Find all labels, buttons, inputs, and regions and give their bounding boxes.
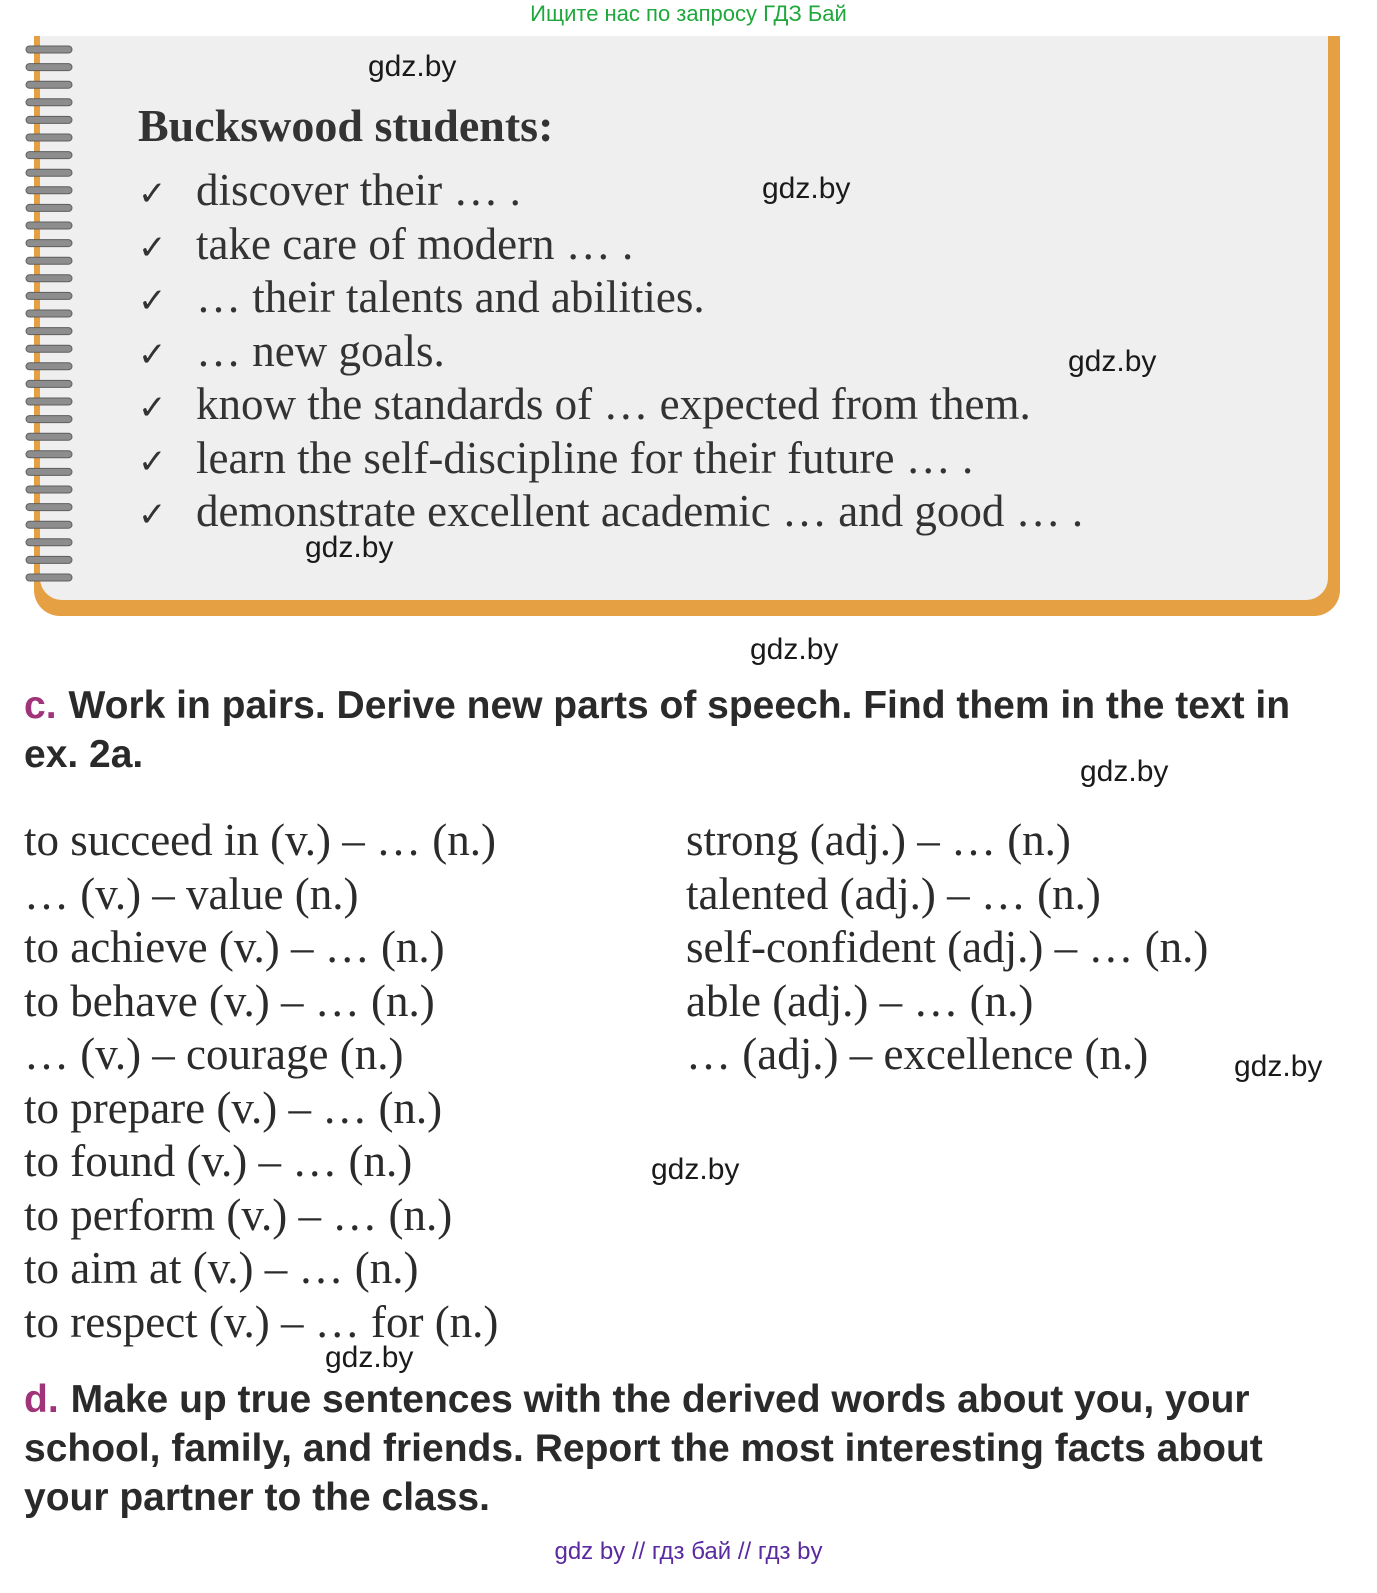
- spiral-coil: [26, 345, 72, 352]
- spiral-coil: [26, 257, 72, 264]
- spiral-coil: [26, 169, 72, 176]
- spiral-coil: [26, 363, 72, 370]
- spiral-coil: [26, 451, 72, 458]
- spiral-coil: [26, 222, 72, 229]
- watermark: gdz.by: [1234, 1050, 1323, 1083]
- notebook-title: Buckswood students:: [138, 100, 554, 151]
- spiral-coil: [26, 539, 72, 546]
- watermark: gdz.by: [325, 1341, 414, 1374]
- spiral-coil: [26, 416, 72, 423]
- watermark: gdz.by: [762, 172, 851, 205]
- checkmark-icon: ✓: [138, 334, 167, 375]
- checkmark-icon: ✓: [138, 388, 167, 428]
- spiral-coil: [26, 99, 72, 106]
- list-item: ✓ demonstrate excellent academic … and good … .: [138, 487, 1083, 541]
- spiral-coil: [26, 187, 72, 194]
- list-item: self-confident (adj.) – … (n.): [686, 922, 1209, 972]
- list-item: … (v.) – value (n.): [24, 868, 359, 919]
- word-list-right: [686, 814, 1208, 1082]
- exercise-c: [24, 681, 1344, 779]
- spiral-coil: [26, 134, 72, 141]
- checkmark-icon: ✓: [138, 227, 167, 268]
- spiral-coil: [26, 116, 72, 123]
- spiral-coil: [26, 398, 72, 405]
- spiral-coil: [26, 64, 72, 71]
- list-item: to prepare (v.) – … (n.): [24, 1082, 443, 1133]
- spiral-coil: [26, 504, 72, 511]
- spiral-coil: [26, 486, 72, 493]
- footer-links: gdz by // гдз бай // гдз by: [554, 1538, 823, 1565]
- spiral-coil: [26, 574, 72, 581]
- checkmark-icon: ✓: [138, 174, 167, 214]
- word-list-left: [24, 814, 498, 1349]
- list-item: ✓ know the standards of … expected from them.: [138, 380, 1083, 434]
- spiral-coil: [26, 204, 72, 211]
- spiral-coil: [26, 380, 72, 387]
- spiral-coil: [26, 433, 72, 440]
- list-item: to perform (v.) – … (n.): [24, 1189, 453, 1240]
- watermark: gdz.by: [368, 50, 457, 83]
- list-item: to found (v.) – … (n.): [24, 1136, 413, 1186]
- spiral-coil: [26, 310, 72, 317]
- top-banner: Ищите нас по запросу ГДЗ Бай: [530, 1, 847, 26]
- list-item: talented (adj.) – … (n.): [686, 868, 1101, 919]
- list-item: ✓ learn the self-discipline for their future … .: [138, 434, 1083, 488]
- checkmark-icon: ✓: [138, 441, 167, 482]
- exercise-d-letter: d.: [24, 1378, 59, 1421]
- list-item: to achieve (v.) – … (n.): [24, 922, 445, 972]
- notebook-checklist: [138, 166, 1083, 541]
- exercise-c-text: Work in pairs. Derive new parts of speech. Find them in the text in ex. 2a.: [24, 684, 1291, 776]
- list-item: to succeed in (v.) – … (n.): [24, 815, 496, 865]
- spiral-coil: [26, 468, 72, 475]
- spiral-coil: [26, 46, 72, 53]
- watermark: gdz.by: [750, 633, 839, 666]
- checkmark-icon: ✓: [138, 281, 167, 321]
- exercise-c-letter: c.: [24, 684, 57, 727]
- list-item: to behave (v.) – … (n.): [24, 975, 435, 1026]
- spiral-coil: [26, 81, 72, 88]
- watermark: gdz.by: [305, 531, 394, 564]
- list-item: ✓ take care of modern … .: [138, 220, 1083, 274]
- list-item: able (adj.) – … (n.): [686, 975, 1034, 1026]
- list-item: ✓ … new goals.: [138, 327, 1083, 381]
- spiral-coil: [26, 152, 72, 159]
- list-item: ✓ … their talents and abilities.: [138, 273, 1083, 327]
- spiral-binding-icon: [22, 40, 78, 590]
- list-item: … (v.) – courage (n.): [24, 1029, 404, 1079]
- exercise-d-text: Make up true sentences with the derived words about you, your school, family, and friends. Report the most interesting facts about your partner to the class.: [24, 1378, 1263, 1519]
- checkmark-icon: ✓: [138, 495, 167, 535]
- spiral-coil: [26, 556, 72, 563]
- list-item: ✓ discover their … .: [138, 166, 1083, 220]
- watermark: gdz.by: [1080, 755, 1169, 788]
- exercise-d: [24, 1375, 1344, 1522]
- list-item: to aim at (v.) – … (n.): [24, 1243, 419, 1293]
- watermark: gdz.by: [651, 1153, 740, 1186]
- spiral-coil: [26, 275, 72, 282]
- list-item: strong (adj.) – … (n.): [686, 815, 1071, 865]
- spiral-coil: [26, 521, 72, 528]
- list-item: to respect (v.) – … for (n.): [24, 1296, 499, 1347]
- spiral-coil: [26, 328, 72, 335]
- list-item: … (adj.) – excellence (n.): [686, 1029, 1149, 1079]
- spiral-coil: [26, 240, 72, 247]
- spiral-coil: [26, 292, 72, 299]
- watermark: gdz.by: [1068, 345, 1157, 378]
